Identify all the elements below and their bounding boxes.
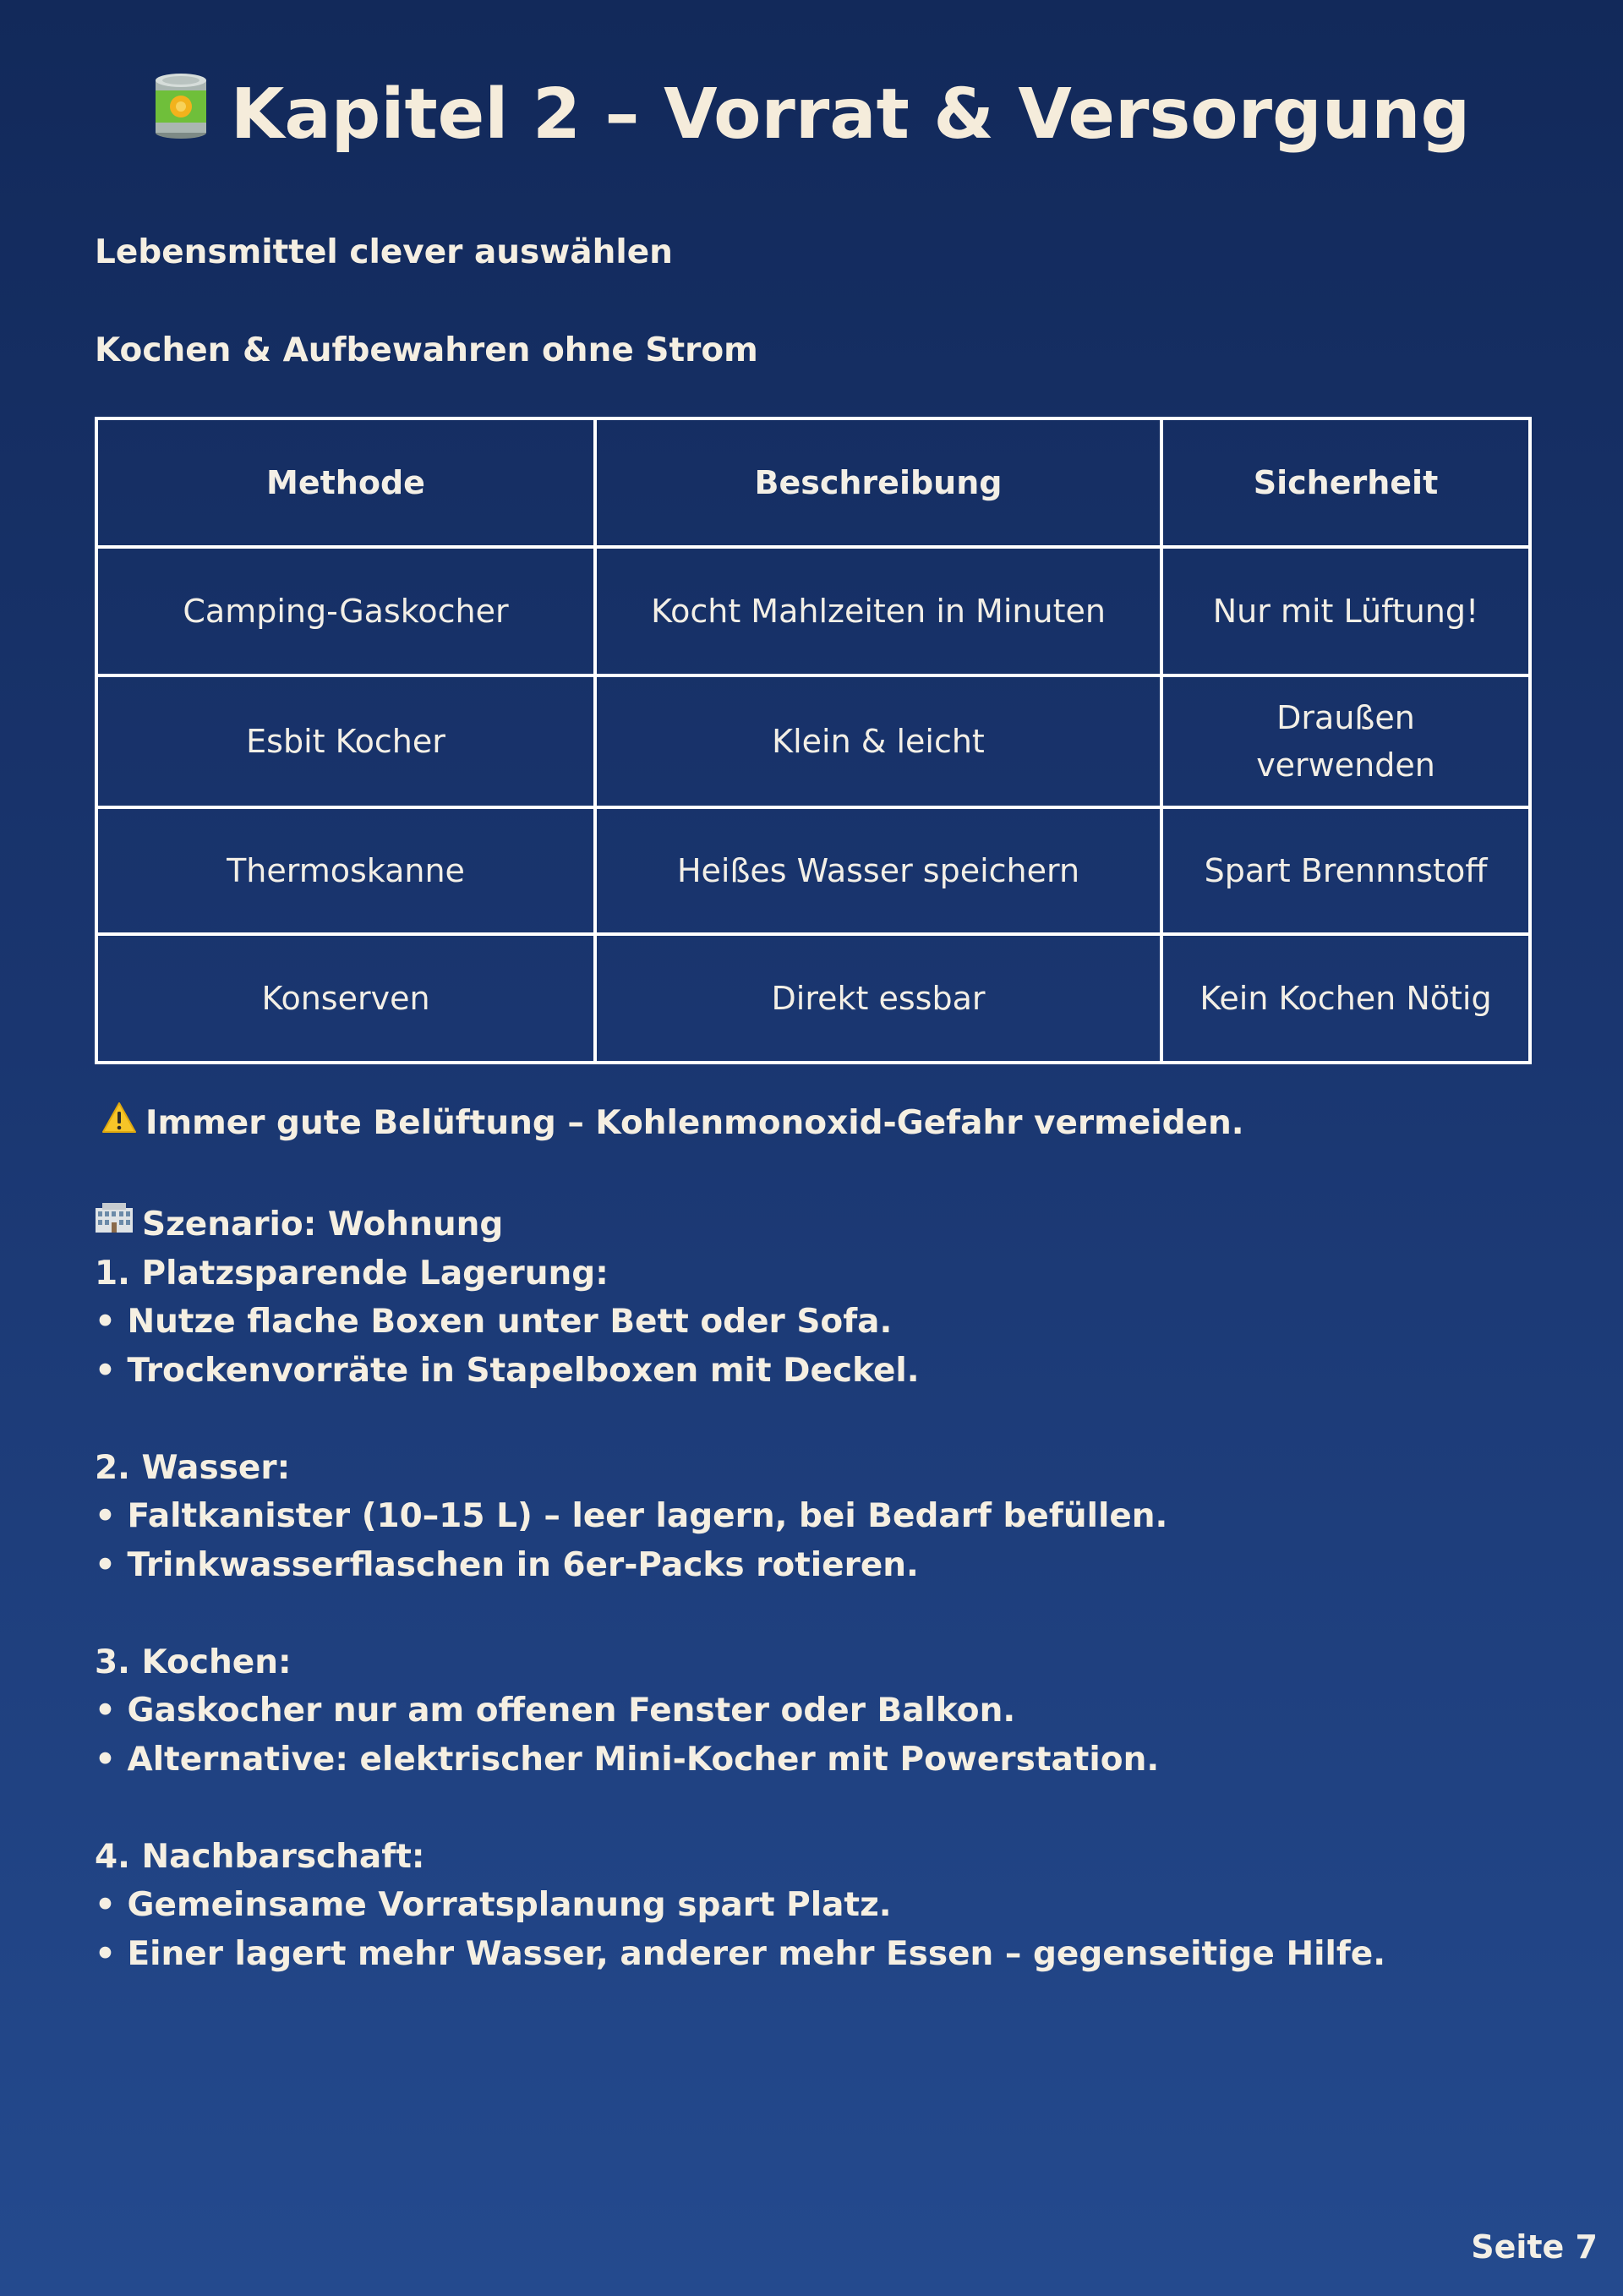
table-cell: Kocht Mahlzeiten in Minuten bbox=[595, 547, 1161, 675]
table-row bbox=[96, 675, 1530, 807]
canned-food-icon bbox=[153, 72, 209, 156]
scenario-section bbox=[95, 1200, 1549, 1978]
section-heading: 4. Nachbarschaft: bbox=[95, 1837, 425, 1876]
table-cell: Konserven bbox=[96, 934, 595, 1063]
spacer bbox=[95, 1589, 1549, 1638]
table-row bbox=[96, 807, 1530, 934]
table-cell: Thermoskanne bbox=[96, 807, 595, 934]
table-row bbox=[96, 547, 1530, 675]
list-item: • Alternative: elektrischer Mini-Kocher mit Powerstation. bbox=[95, 1740, 1160, 1779]
subheading-food: Lebensmittel clever auswählen bbox=[95, 233, 673, 271]
table-cell: Klein & leicht bbox=[595, 675, 1161, 807]
page-title bbox=[0, 74, 1623, 161]
table-row bbox=[96, 934, 1530, 1063]
list-item: • Gemeinsame Vorratsplanung spart Platz. bbox=[95, 1886, 892, 1924]
page-number: Seite 7 bbox=[1471, 2228, 1598, 2266]
table-cell: Nur mit Lüftung! bbox=[1161, 547, 1530, 675]
column-header-description: Beschreibung bbox=[595, 418, 1161, 547]
table-cell: Camping-Gaskocher bbox=[96, 547, 595, 675]
ventilation-warning bbox=[101, 1104, 1244, 1145]
subheading-cooking: Kochen & Aufbewahren ohne Strom bbox=[95, 331, 758, 369]
table-cell: Draußen verwenden bbox=[1161, 675, 1530, 807]
table-cell: Heißes Wasser speichern bbox=[595, 807, 1161, 934]
scenario-title bbox=[95, 1200, 1549, 1249]
table-cell: Kein Kochen Nötig bbox=[1161, 934, 1530, 1063]
column-header-safety: Sicherheit bbox=[1161, 418, 1530, 547]
warning-icon bbox=[101, 1102, 137, 1142]
list-item: • Faltkanister (10–15 L) – leer lagern, bei Bedarf befüllen. bbox=[95, 1497, 1168, 1535]
section-heading: 3. Kochen: bbox=[95, 1643, 292, 1681]
table-cell: Direkt essbar bbox=[595, 934, 1161, 1063]
list-item: • Einer lagert mehr Wasser, anderer mehr Essen – gegenseitige Hilfe. bbox=[95, 1934, 1386, 1973]
list-item: • Nutze flache Boxen unter Bett oder Sofa. bbox=[95, 1303, 893, 1341]
table-cell: Esbit Kocher bbox=[96, 675, 595, 807]
section-heading: 2. Wasser: bbox=[95, 1448, 291, 1487]
spacer bbox=[95, 1395, 1549, 1444]
spacer bbox=[95, 1784, 1549, 1833]
column-header-method: Methode bbox=[96, 418, 595, 547]
list-item: • Trinkwasserflaschen in 6er-Packs rotieren. bbox=[95, 1545, 919, 1584]
apartment-building-icon bbox=[95, 1199, 134, 1248]
table-header-row bbox=[96, 418, 1530, 547]
list-item: • Trockenvorräte in Stapelboxen mit Deckel. bbox=[95, 1351, 920, 1390]
section-heading: 1. Platzsparende Lagerung: bbox=[95, 1254, 609, 1293]
scenario-title-text: Szenario: Wohnung bbox=[142, 1205, 504, 1244]
warning-text: Immer gute Belüftung – Kohlenmonoxid-Gefahr vermeiden. bbox=[145, 1104, 1244, 1142]
list-item: • Gaskocher nur am offenen Fenster oder Balkon. bbox=[95, 1692, 1016, 1730]
page-title-text: Kapitel 2 – Vorrat & Versorgung bbox=[230, 74, 1471, 155]
cooking-methods-table bbox=[95, 417, 1528, 1064]
table-cell: Spart Brennnstoff bbox=[1161, 807, 1530, 934]
